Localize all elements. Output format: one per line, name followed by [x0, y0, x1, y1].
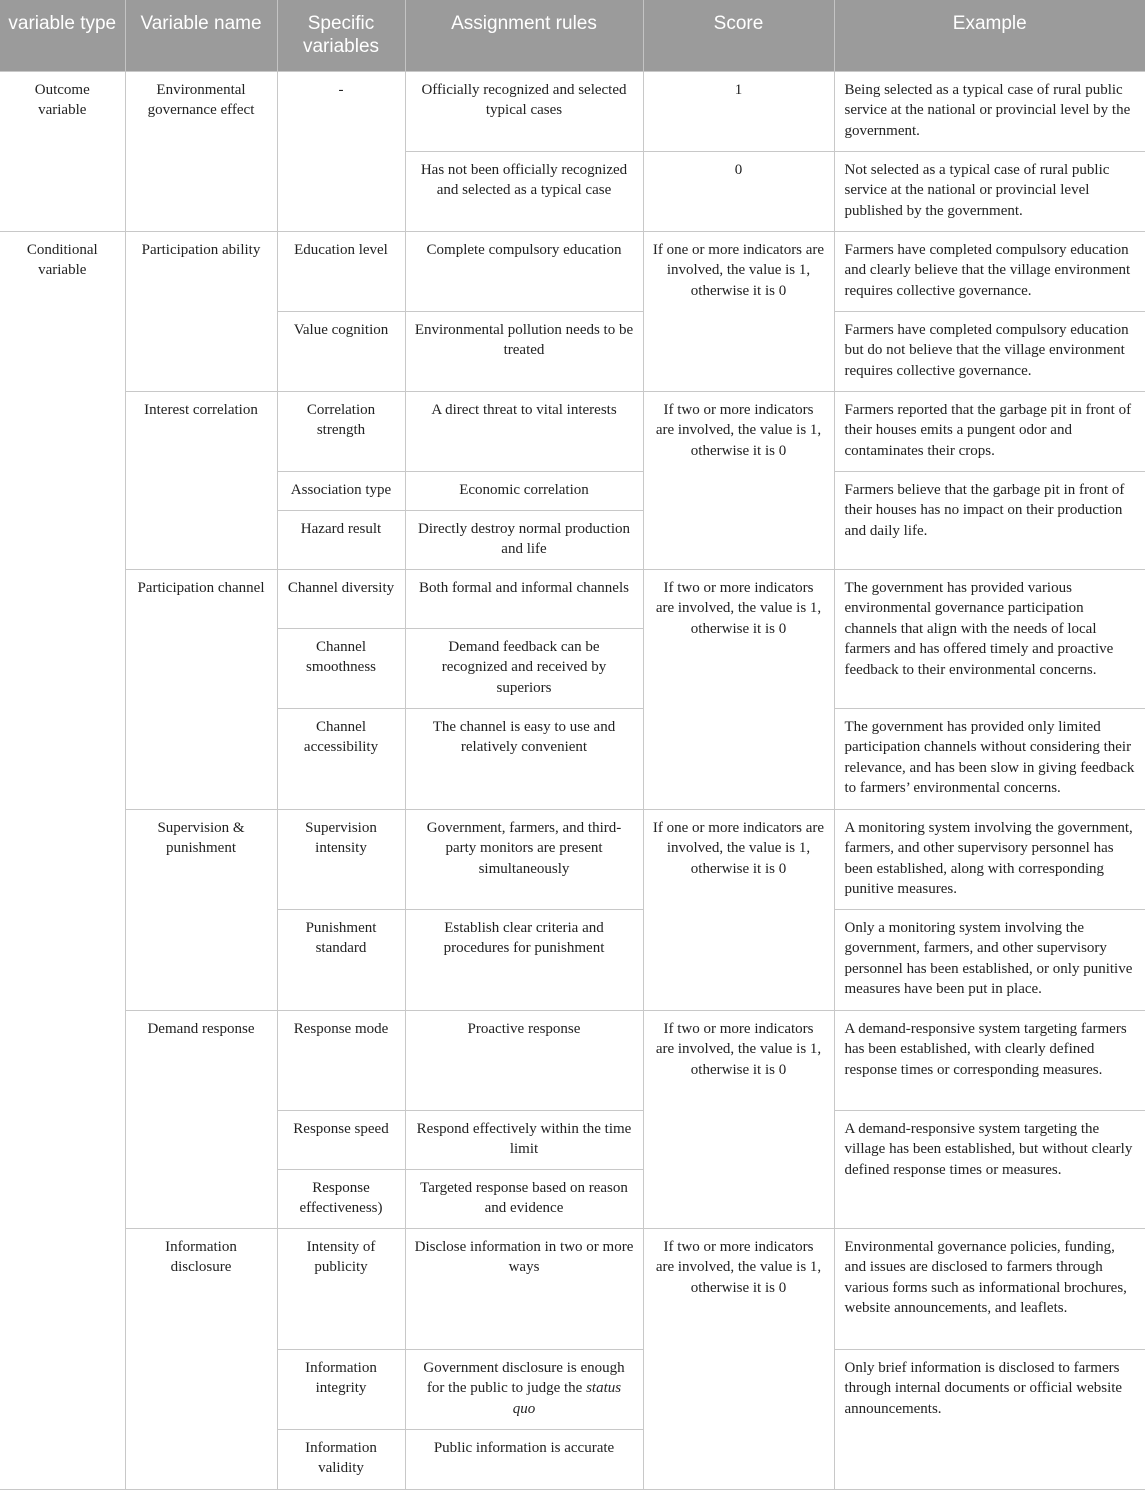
table-row	[0, 231, 1145, 311]
variable-name-cell: Environmental governance effect	[125, 71, 277, 231]
assignment-rule-cell: Respond effectively within the time limit	[405, 1110, 643, 1169]
example-cell: Only brief information is disclosed to farmers through internal documents or official website announcements.	[834, 1349, 1145, 1489]
score-cell: If two or more indicators are involved, the value is 1, otherwise it is 0	[643, 1228, 834, 1489]
header-variable-type: variable type	[0, 0, 125, 71]
variable-type-cell: Outcome variable	[0, 71, 125, 231]
example-cell: Farmers have completed compulsory education but do not believe that the village environment requires collective governance.	[834, 311, 1145, 391]
example-cell: Only a monitoring system involving the government, farmers, and other supervisory personnel has been established, or only punitive measures have been put in place.	[834, 909, 1145, 1010]
specific-variable-cell: Channel diversity	[277, 569, 405, 628]
score-cell: 1	[643, 71, 834, 151]
specific-variable-cell: Education level	[277, 231, 405, 311]
header-row	[0, 0, 1145, 71]
example-cell: The government has provided various environmental governance participation channels that align with the needs of local farmers and has offered timely and proactive feedback to their environmental concerns.	[834, 569, 1145, 708]
score-cell: If two or more indicators are involved, the value is 1, otherwise it is 0	[643, 569, 834, 809]
assignment-rule-emphasis: status quo	[512, 1380, 622, 1417]
specific-variable-cell: Response effectiveness)	[277, 1169, 405, 1228]
specific-variable-cell: Response mode	[277, 1010, 405, 1110]
specific-variable-cell: Response speed	[277, 1110, 405, 1169]
header-specific-variables: Specific variables	[277, 0, 405, 71]
variable-name-cell: Supervision & punishment	[125, 809, 277, 1010]
assignment-rule-cell: A direct threat to vital interests	[405, 391, 643, 471]
header-example: Example	[834, 0, 1145, 71]
assignment-rule-cell: Government, farmers, and third-party monitors are present simultaneously	[405, 809, 643, 909]
variable-name-cell: Demand response	[125, 1010, 277, 1228]
table-row	[0, 569, 1145, 628]
table-row	[0, 391, 1145, 471]
example-cell: A demand-responsive system targeting the village has been established, but without clearly defined response times or measures.	[834, 1110, 1145, 1228]
assignment-rule-cell: Officially recognized and selected typical cases	[405, 71, 643, 151]
specific-variable-cell: Association type	[277, 471, 405, 510]
specific-variable-cell: Channel smoothness	[277, 628, 405, 708]
example-cell: The government has provided only limited participation channels without considering their relevance, and has been slow in giving feedback to farmers’ environmental concerns.	[834, 708, 1145, 809]
table-row	[0, 71, 1145, 151]
example-cell: A demand-responsive system targeting farmers has been established, with clearly defined response times or corresponding measures.	[834, 1010, 1145, 1110]
assignment-rule-cell: Directly destroy normal production and life	[405, 510, 643, 569]
header-variable-name: Variable name	[125, 0, 277, 71]
specific-variable-cell: Intensity of publicity	[277, 1228, 405, 1349]
assignment-rule-cell: Complete compulsory education	[405, 231, 643, 311]
assignment-rule-cell: Proactive response	[405, 1010, 643, 1110]
variable-type-cell: Conditional variable	[0, 231, 125, 1489]
assignment-rule-cell: Both formal and informal channels	[405, 569, 643, 628]
score-cell: If one or more indicators are involved, the value is 1, otherwise it is 0	[643, 809, 834, 1010]
assignment-rule-cell: Environmental pollution needs to be treated	[405, 311, 643, 391]
assignment-rule-cell: Public information is accurate	[405, 1429, 643, 1489]
score-cell: If two or more indicators are involved, the value is 1, otherwise it is 0	[643, 1010, 834, 1228]
variable-name-cell: Participation channel	[125, 569, 277, 809]
assignment-rule-cell: Disclose information in two or more ways	[405, 1228, 643, 1349]
assignment-rule-cell: Economic correlation	[405, 471, 643, 510]
header-score: Score	[643, 0, 834, 71]
assignment-rule-cell: Has not been officially recognized and selected as a typical case	[405, 151, 643, 231]
score-cell: If one or more indicators are involved, the value is 1, otherwise it is 0	[643, 231, 834, 391]
score-cell: If two or more indicators are involved, the value is 1, otherwise it is 0	[643, 391, 834, 569]
table-row	[0, 809, 1145, 909]
variable-name-cell: Information disclosure	[125, 1228, 277, 1489]
table-row	[0, 1228, 1145, 1349]
specific-variable-cell: Information integrity	[277, 1349, 405, 1429]
example-cell: Being selected as a typical case of rural public service at the national or provincial level by the government.	[834, 71, 1145, 151]
score-cell: 0	[643, 151, 834, 231]
variable-name-cell: Interest correlation	[125, 391, 277, 569]
table-row	[0, 1010, 1145, 1110]
header-assignment-rules: Assignment rules	[405, 0, 643, 71]
assignment-rule-cell: Demand feedback can be recognized and received by superiors	[405, 628, 643, 708]
specific-variable-cell: Supervision intensity	[277, 809, 405, 909]
specific-variable-cell: Hazard result	[277, 510, 405, 569]
variable-name-cell: Participation ability	[125, 231, 277, 391]
example-cell: A monitoring system involving the government, farmers, and other supervisory personnel has been established, along with corresponding punitive measures.	[834, 809, 1145, 909]
specific-variable-cell: Value cognition	[277, 311, 405, 391]
specific-variable-cell: Correlation strength	[277, 391, 405, 471]
specific-variable-cell: Channel accessibility	[277, 708, 405, 809]
example-cell: Not selected as a typical case of rural public service at the national or provincial level published by the government.	[834, 151, 1145, 231]
assignment-rule-cell: The channel is easy to use and relatively convenient	[405, 708, 643, 809]
specific-variable-cell: -	[277, 71, 405, 231]
example-cell: Farmers believe that the garbage pit in front of their houses has no impact on their production and daily life.	[834, 471, 1145, 569]
specific-variable-cell: Information validity	[277, 1429, 405, 1489]
example-cell: Environmental governance policies, funding, and issues are disclosed to farmers through various forms such as informational brochures, website announcements, and leaflets.	[834, 1228, 1145, 1349]
assignment-rule-cell	[405, 1349, 643, 1429]
assignment-rule-cell: Establish clear criteria and procedures for punishment	[405, 909, 643, 1010]
specific-variable-cell: Punishment standard	[277, 909, 405, 1010]
example-cell: Farmers reported that the garbage pit in front of their houses emits a pungent odor and contaminates their crops.	[834, 391, 1145, 471]
assignment-rule-text: Government disclosure is enough for the public to judge the	[423, 1359, 625, 1396]
example-cell: Farmers have completed compulsory education and clearly believe that the village environment requires collective governance.	[834, 231, 1145, 311]
assignment-rule-cell: Targeted response based on reason and evidence	[405, 1169, 643, 1228]
